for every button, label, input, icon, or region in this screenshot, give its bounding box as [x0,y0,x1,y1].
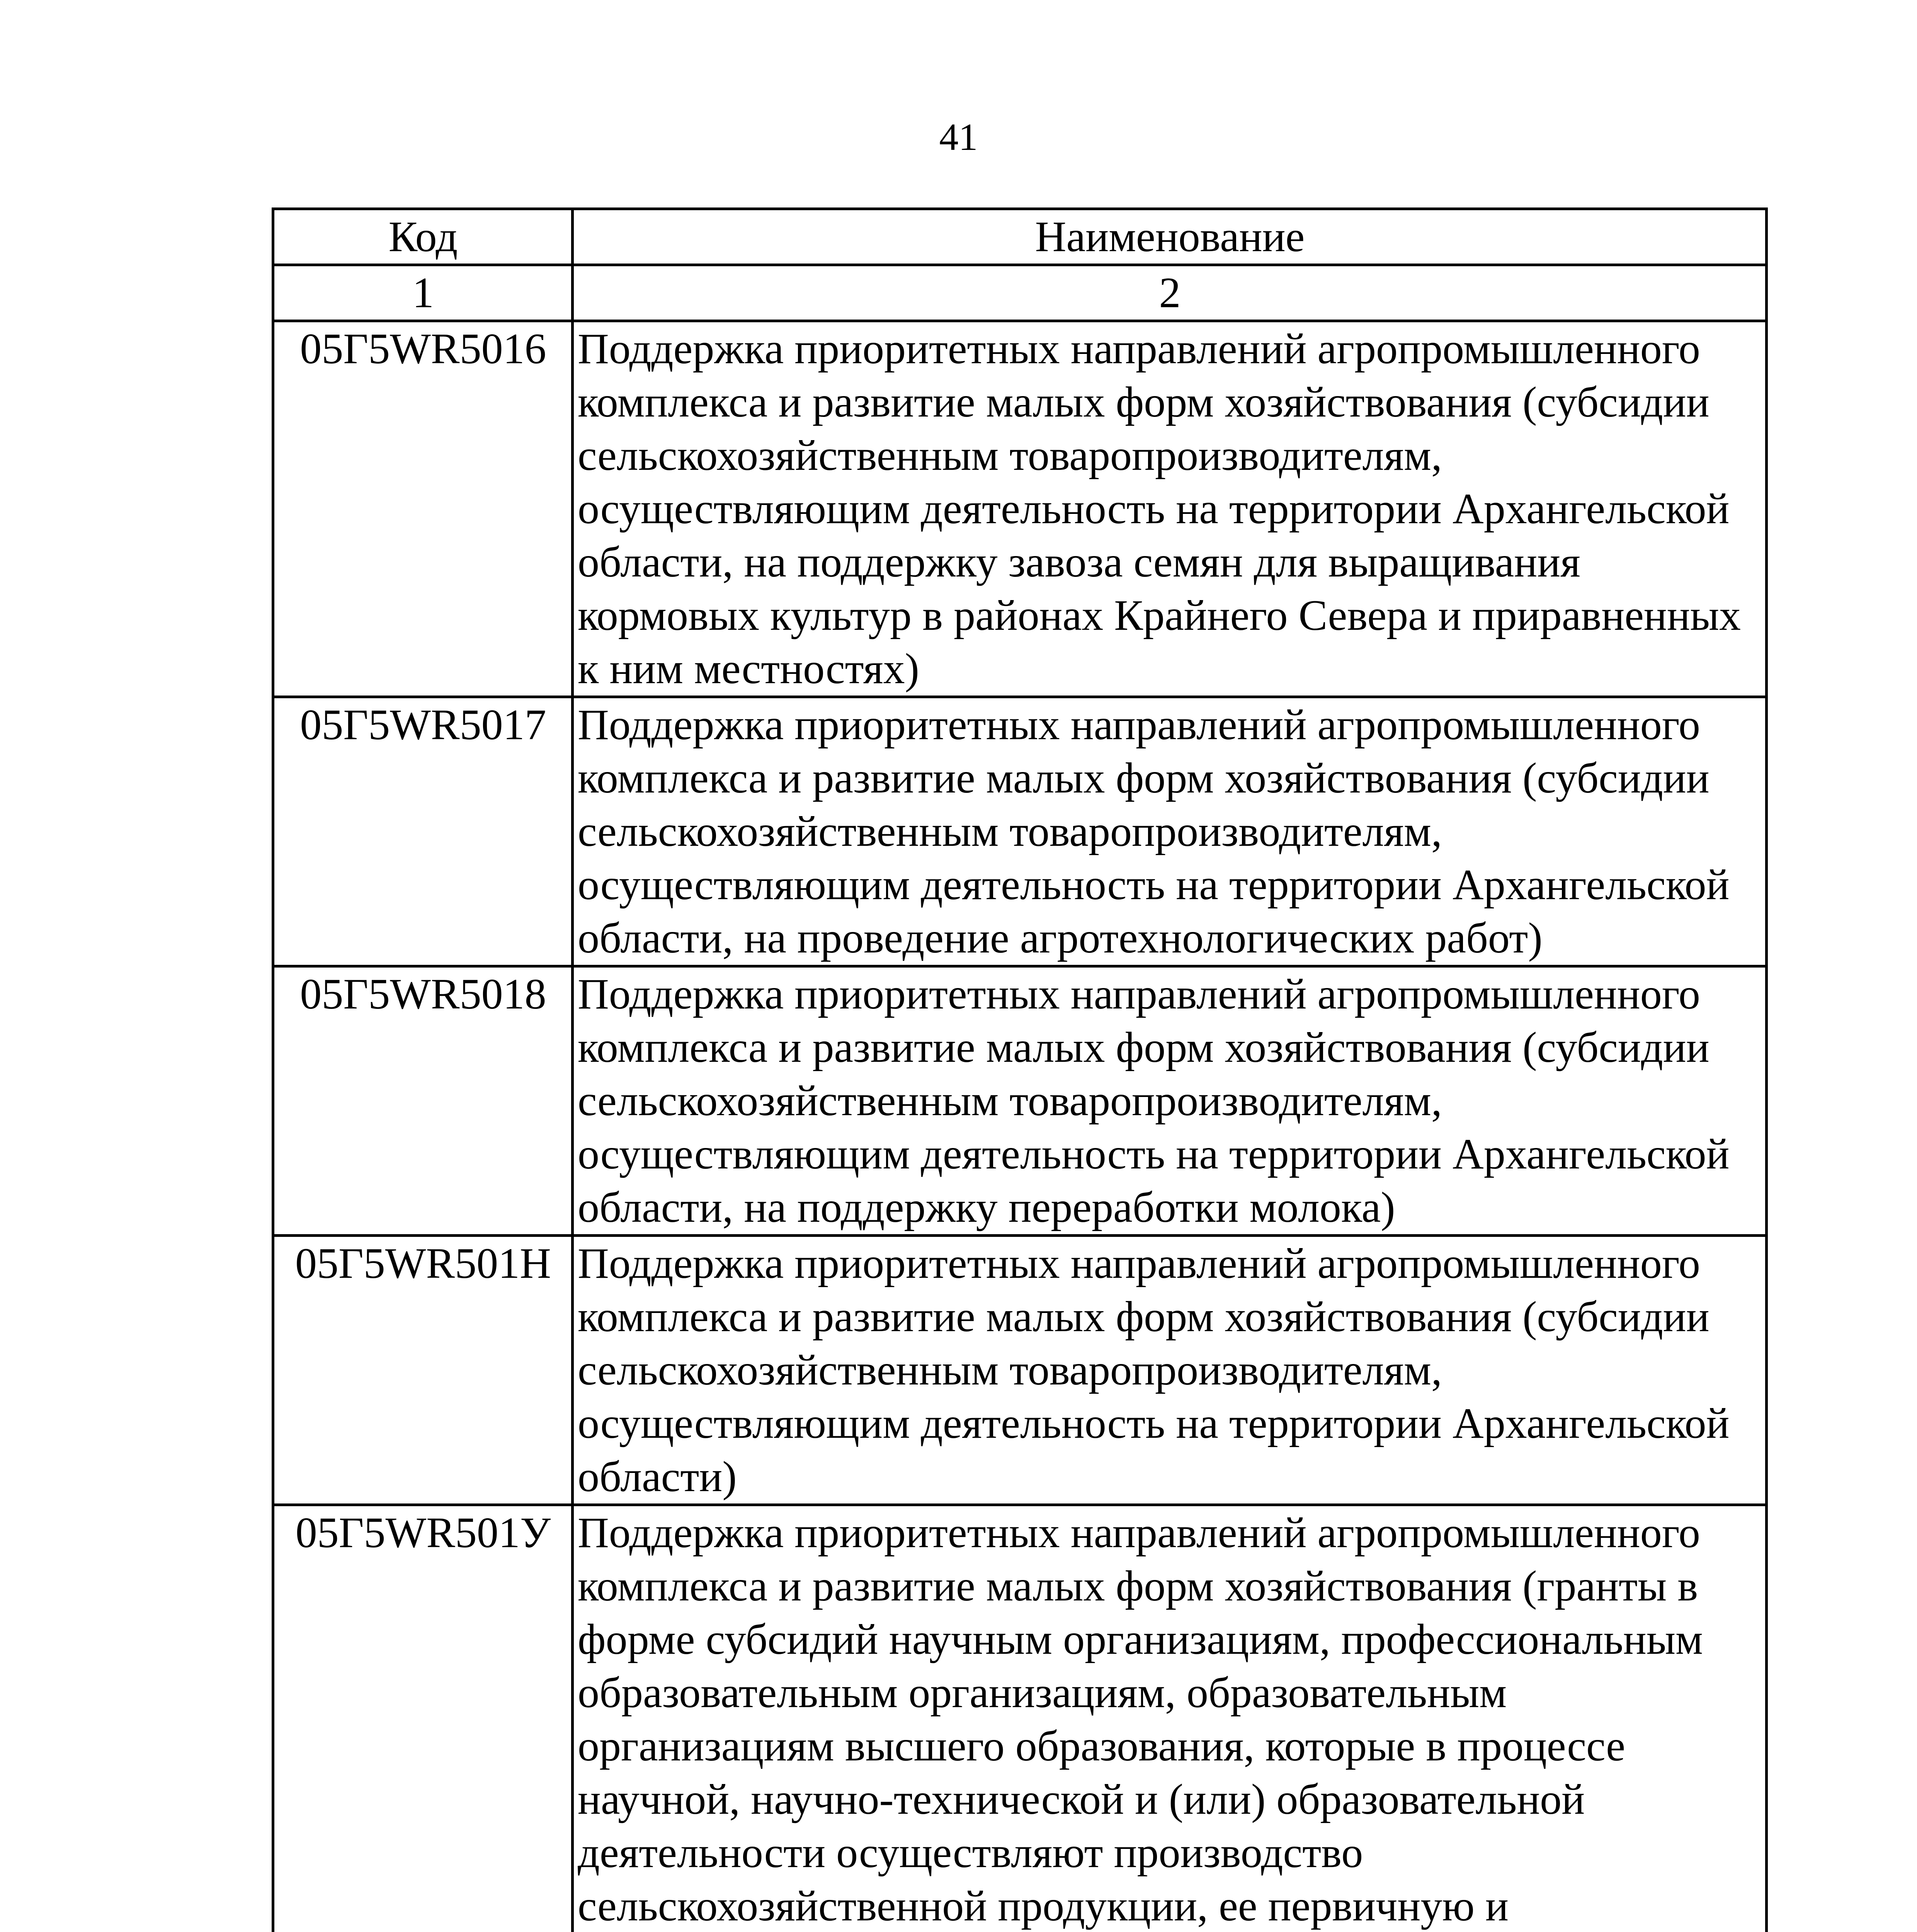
code-cell: 05Г5WR501Н [273,1236,573,1505]
table-row [273,321,1767,697]
name-cell: Поддержка приоритетных направлений агропромышленного комплекса и развитие малых форм хозяйствования (субсидии сельскохозяйственным товаропроизводителям, осуществляющим деятельность на территории Архангельской области, на проведение агротехнологических работ) [573,697,1767,966]
budget-code-table [272,207,1768,1932]
table-row [273,1505,1767,1932]
code-cell: 05Г5WR5017 [273,697,573,966]
header-name: Наименование [573,209,1767,265]
name-cell: Поддержка приоритетных направлений агропромышленного комплекса и развитие малых форм хозяйствования (субсидии сельскохозяйственным товаропроизводителям, осуществляющим деятельность на территории Архангельской области) [573,1236,1767,1505]
table-header-row [273,209,1767,265]
code-cell: 05Г5WR5018 [273,966,573,1236]
table-row [273,966,1767,1236]
name-cell: Поддержка приоритетных направлений агропромышленного комплекса и развитие малых форм хозяйствования (гранты в форме субсидий научным организациям, профессиональным образовательным организациям, образовательным организациям высшего образования, которые в процессе научной, научно-технической и (или) образовательной деятельности осуществляют производство сельскохозяйственной продукции, ее первичную и [573,1505,1767,1932]
column-number-row [273,265,1767,321]
page-number: 41 [939,116,978,158]
table-row [273,1236,1767,1505]
code-cell: 05Г5WR501У [273,1505,573,1932]
table-row [273,697,1767,966]
name-cell: Поддержка приоритетных направлений агропромышленного комплекса и развитие малых форм хозяйствования (субсидии сельскохозяйственным товаропроизводителям, осуществляющим деятельность на территории Архангельской области, на поддержку завоза семян для выращивания кормовых культур в районах Крайнего Севера и приравненных к ним местностях) [573,321,1767,697]
column-number-name: 2 [573,265,1767,321]
name-cell: Поддержка приоритетных направлений агропромышленного комплекса и развитие малых форм хозяйствования (субсидии сельскохозяйственным товаропроизводителям, осуществляющим деятельность на территории Архангельской области, на поддержку переработки молока) [573,966,1767,1236]
code-cell: 05Г5WR5016 [273,321,573,697]
column-number-code: 1 [273,265,573,321]
header-code: Код [273,209,573,265]
